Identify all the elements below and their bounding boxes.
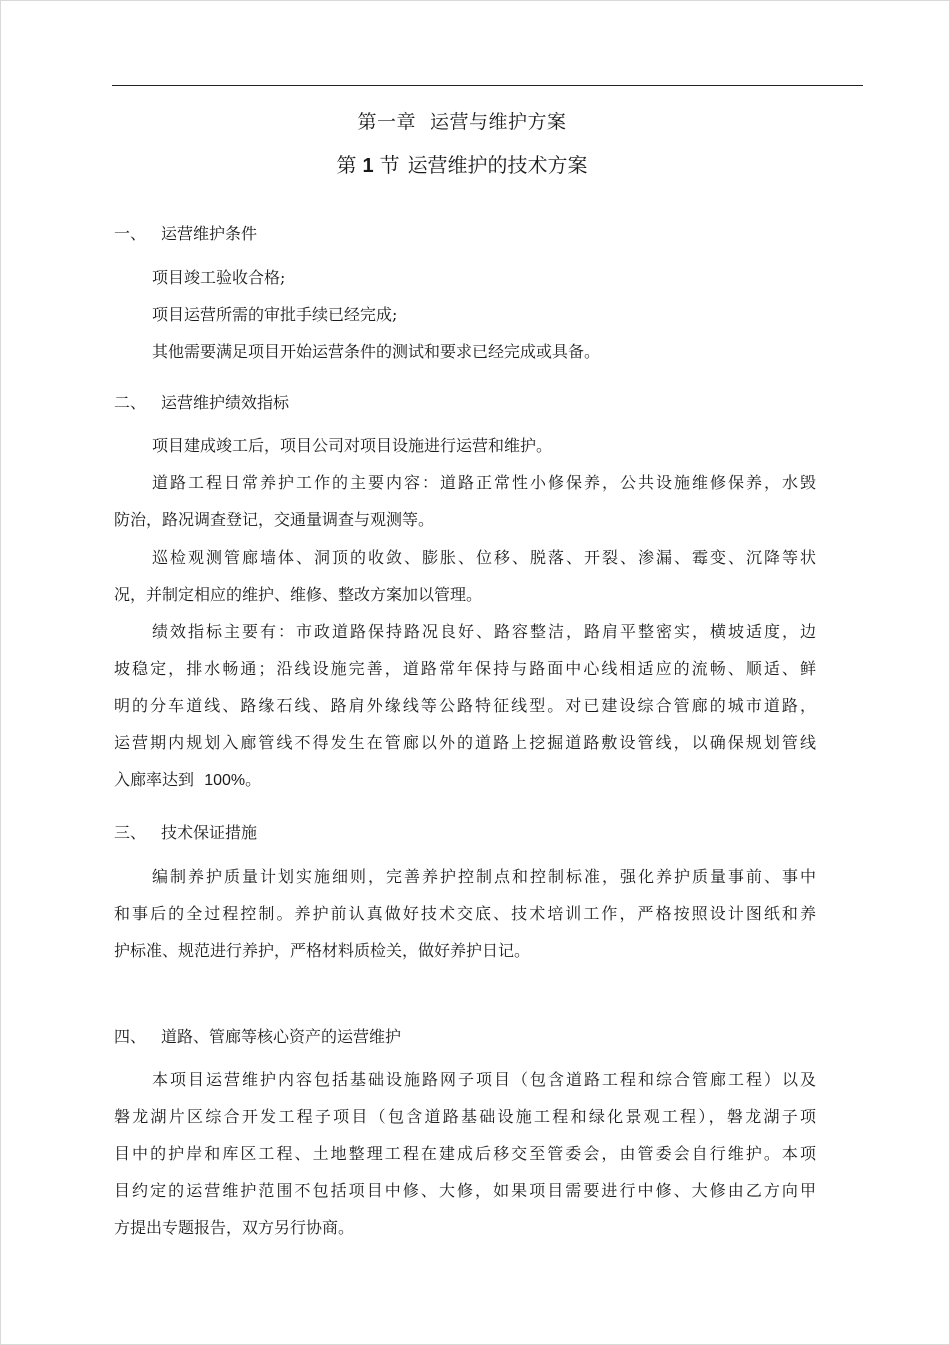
heading-1-number: 一、 (114, 224, 147, 243)
chapter-name: 运营与维护方案 (430, 111, 567, 133)
paragraph-line: 运营期内规划入廊管线不得发生在管廊以外的道路上挖掘道路敷设管线，以确保规划管线 (114, 733, 816, 752)
paragraph-line: 道路工程日常养护工作的主要内容：道路正常性小修保养，公共设施维修保养，水毁 (152, 473, 816, 492)
paragraph-line: 编制养护质量计划实施细则，完善养护控制点和控制标准，强化养护质量事前、事中 (152, 867, 816, 886)
condition-item: 其他需要满足项目开始运营条件的测试和要求已经完成或具备。 (152, 342, 601, 361)
condition-item: 项目运营所需的审批手续已经完成; (152, 305, 398, 324)
paragraph-text: 入廊率达到 (114, 770, 195, 789)
chapter-label: 第一章 (357, 111, 416, 133)
paragraph-line (114, 769, 816, 792)
header-rule (112, 85, 863, 86)
paragraph-line: 护标准、规范进行养护，严格材料质检关，做好养护日记。 (114, 941, 531, 960)
heading-4-number: 四、 (114, 1027, 147, 1046)
paragraph-line: 明的分车道线、路缘石线、路肩外缘线等公路特征线型。对已建设综合管廊的城市道路， (114, 696, 816, 715)
paragraph-line: 况，并制定相应的维护、维修、整改方案加以管理。 (114, 585, 483, 604)
paragraph-line: 目中的护岸和库区工程、土地整理工程在建成后移交至管委会，由管委会自行维护。本项 (114, 1144, 816, 1163)
condition-item: 项目竣工验收合格; (152, 268, 286, 287)
paragraph-line: 方提出专题报告，双方另行协商。 (114, 1218, 355, 1237)
paragraph-line: 本项目运营维护内容包括基础设施路网子项目（包含道路工程和综合管廊工程）以及 (152, 1070, 816, 1089)
section-title (1, 149, 923, 178)
paragraph-line: 项目建成竣工后，项目公司对项目设施进行运营和维护。 (152, 436, 553, 455)
paragraph-line: 坡稳定，排水畅通；沿线设施完善，道路常年保持与路面中心线相适应的流畅、顺适、鲜 (114, 659, 816, 678)
heading-3 (114, 820, 257, 843)
percentage-value: 100%。 (204, 772, 262, 789)
paragraph-line: 磐龙湖片区综合开发工程子项目（包含道路基础设施工程和绿化景观工程），磐龙湖子项 (114, 1107, 816, 1126)
heading-2 (114, 390, 289, 413)
paragraph-line: 目约定的运营维护范围不包括项目中修、大修，如果项目需要进行中修、大修由乙方向甲 (114, 1181, 816, 1200)
section-number: 1 (362, 155, 374, 177)
heading-4-title: 道路、管廊等核心资产的运营维护 (161, 1027, 402, 1046)
section-name: 运营维护的技术方案 (407, 153, 588, 177)
paragraph-line: 绩效指标主要有：市政道路保持路况良好、路容整洁，路肩平整密实，横坡适度，边 (152, 622, 816, 641)
heading-1-title: 运营维护条件 (161, 224, 258, 243)
chapter-title (1, 107, 923, 134)
paragraph-line: 防治，路况调查登记，交通量调查与观测等。 (114, 510, 435, 529)
paragraph-line: 巡检观测管廊墙体、洞顶的收敛、膨胀、位移、脱落、开裂、渗漏、霉变、沉降等状 (152, 548, 816, 567)
section-suffix: 节 (379, 153, 400, 177)
heading-2-number: 二、 (114, 393, 147, 412)
paragraph-line: 和事后的全过程控制。养护前认真做好技术交底、技术培训工作，严格按照设计图纸和养 (114, 904, 816, 923)
heading-1 (114, 221, 257, 244)
heading-4 (114, 1024, 401, 1047)
heading-2-title: 运营维护绩效指标 (161, 393, 290, 412)
heading-3-number: 三、 (114, 823, 147, 842)
section-prefix: 第 (336, 153, 357, 177)
heading-3-title: 技术保证措施 (161, 823, 258, 842)
